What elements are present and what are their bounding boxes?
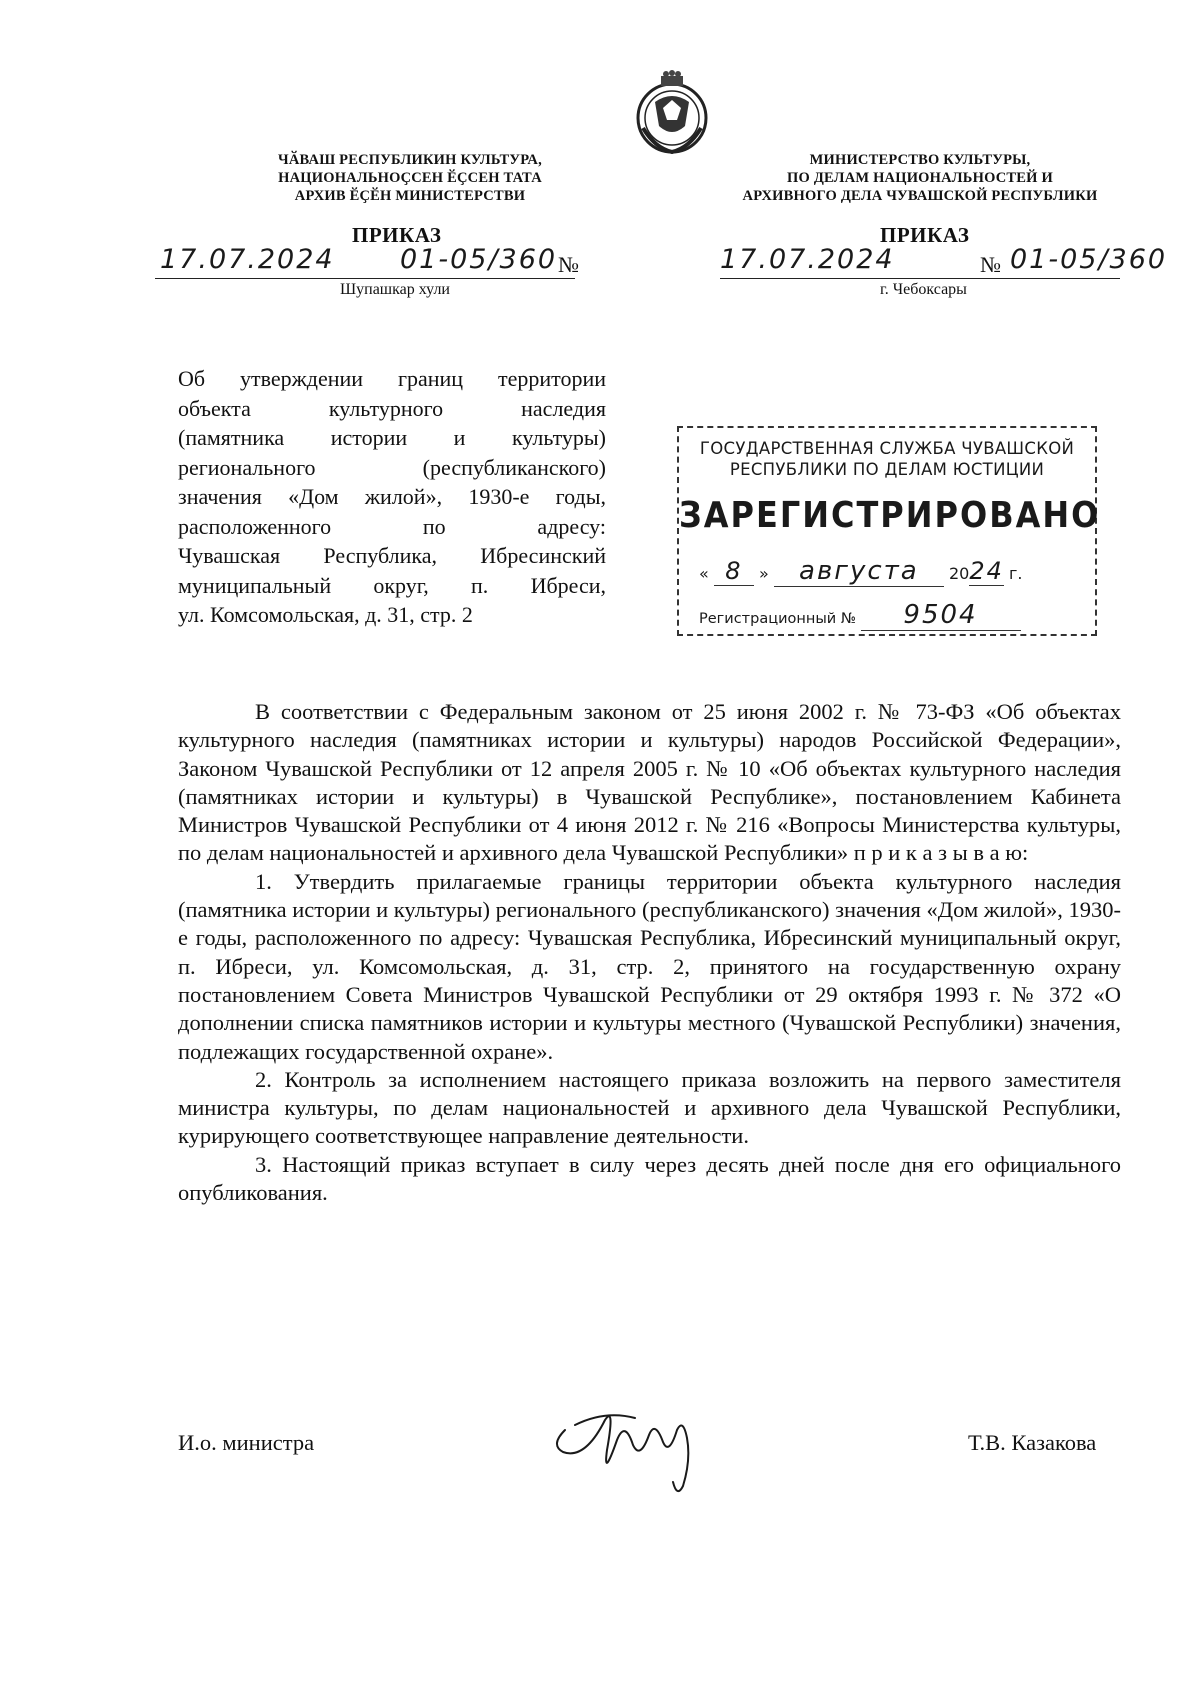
stamp-service-line: РЕСПУБЛИКИ ПО ДЕЛАМ ЮСТИЦИИ <box>729 460 1045 479</box>
prikaz-title-left: ПРИКАЗ <box>352 223 442 247</box>
order-date-left: 17.07.2024 <box>160 244 335 275</box>
stamp-reg-number: 9504 <box>861 600 1021 631</box>
body-paragraph: В соответствии с Федеральным законом от 25 июня 2002 г. № 73-ФЗ «Об объектах культурного наследия (памятниках истории и культуры) народов Российской Федерации», Законом Чувашской Республики от 12 апреля 2005 г. № 10 «Об объектах культурного наследия (памятниках истории и культуры) в Чувашской Республике», постановлением Кабинета Министров Чувашской Республики от 4 июня 2012 г. № 216 «Вопросы Министерства культуры, по делам национальностей и архивного дела Чувашской Республики» п р и к а з ы в а ю: <box>178 699 1121 866</box>
header-right-organization <box>695 151 1145 205</box>
header-right-line: МИНИСТЕРСТВО КУЛЬТУРЫ, <box>809 152 1031 168</box>
handwritten-signature <box>545 1390 715 1500</box>
stamp-month: августа <box>774 556 944 587</box>
stamp-date-row <box>699 556 1089 587</box>
title-line: регионального (республиканского) <box>178 454 606 480</box>
title-line: муниципальный округ, п. Ибреси, <box>178 572 606 598</box>
signatory-role: И.о. министра <box>178 1430 315 1455</box>
title-line: значения «Дом жилой», 1930-е годы, <box>178 484 606 509</box>
body-paragraph: 2. Контроль за исполнением настоящего приказа возложить на первого заместителя министра культуры, по делам национальностей и архивного дела Чувашской Республики, курирующего соответствующее направление деятельности. <box>178 1066 1121 1149</box>
order-number-left: 01-05/360 <box>400 244 558 275</box>
header-left-line: НАЦИОНАЛЬНОҪСЕН ӖҪСЕН ТАТА <box>278 170 542 186</box>
document-body <box>178 698 1121 1207</box>
signatory-name: Т.В. Казакова <box>968 1430 1097 1455</box>
header-right-line: ПО ДЕЛАМ НАЦИОНАЛЬНОСТЕЙ И <box>787 170 1053 186</box>
city-right: г. Чебоксары <box>880 281 967 298</box>
stamp-registered-label: ЗАРЕГИСТРИРОВАНО <box>679 494 1101 536</box>
body-paragraph: 1. Утвердить прилагаемые границы территории объекта культурного наследия (памятника истории и культуры) регионального (республиканского) значения «Дом жилой», 1930-е годы, расположенного по адресу: Чувашская Республика, Ибресинский муниципальный округ, п. Ибреси, ул. Комсомольская, д. 31, стр. 2, принятого на государственную охрану постановлением Совета Министров Чувашской Республики от 29 октября 1993 г. № 372 «О дополнении списка памятников истории и культуры местного (Чувашской Республики) значения, подлежащих государственной охране». <box>178 868 1121 1064</box>
city-left: Шупашкар хули <box>340 281 450 298</box>
order-number-right: 01-05/360 <box>1010 244 1168 275</box>
stamp-day: 8 <box>714 557 754 586</box>
order-line-right <box>720 278 1120 279</box>
chuvash-coat-of-arms-emblem <box>625 68 720 156</box>
title-line: Об утверждении границ территории <box>178 366 606 391</box>
header-right-line: АРХИВНОГО ДЕЛА ЧУВАШСКОЙ РЕСПУБЛИКИ <box>742 188 1098 204</box>
title-line: Чувашская Республика, Ибресинский <box>178 543 606 568</box>
body-paragraph: 3. Настоящий приказ вступает в силу через десять дней после дня его официального опубликования. <box>178 1151 1121 1206</box>
stamp-quote-open: « <box>699 564 709 583</box>
stamp-service-name <box>679 438 1095 480</box>
title-line: объекта культурного наследия <box>178 395 606 421</box>
prikaz-title-right: ПРИКАЗ <box>880 223 970 247</box>
stamp-reg-label: Регистрационный № <box>699 611 856 627</box>
stamp-number-row <box>699 600 1089 631</box>
title-line: расположенного по адресу: <box>178 513 606 539</box>
order-line-left <box>155 278 575 279</box>
stamp-service-line: ГОСУДАРСТВЕННАЯ СЛУЖБА ЧУВАШСКОЙ <box>699 439 1075 458</box>
registration-stamp <box>677 426 1101 636</box>
header-left-organization <box>230 151 590 205</box>
stamp-year-suffix: 24 <box>969 557 1004 585</box>
title-line: ул. Комсомольская, д. 31, стр. 2 <box>178 602 473 627</box>
stamp-quote-close: » <box>758 564 769 583</box>
order-date-right: 17.07.2024 <box>720 244 895 275</box>
number-sign-right: № <box>980 252 1001 277</box>
header-left-line: ЧӐВАШ РЕСПУБЛИКИН КУЛЬТУРА, <box>278 152 542 168</box>
stamp-year-g: г. <box>1008 564 1023 583</box>
number-sign-left: № <box>558 252 579 277</box>
title-line: (памятника истории и культуры) <box>178 425 606 450</box>
header-left-line: АРХИВ ӖҪӖН МИНИСТЕРСТВИ <box>294 188 526 204</box>
document-title <box>178 364 606 630</box>
stamp-year-prefix: 20 <box>948 564 970 583</box>
